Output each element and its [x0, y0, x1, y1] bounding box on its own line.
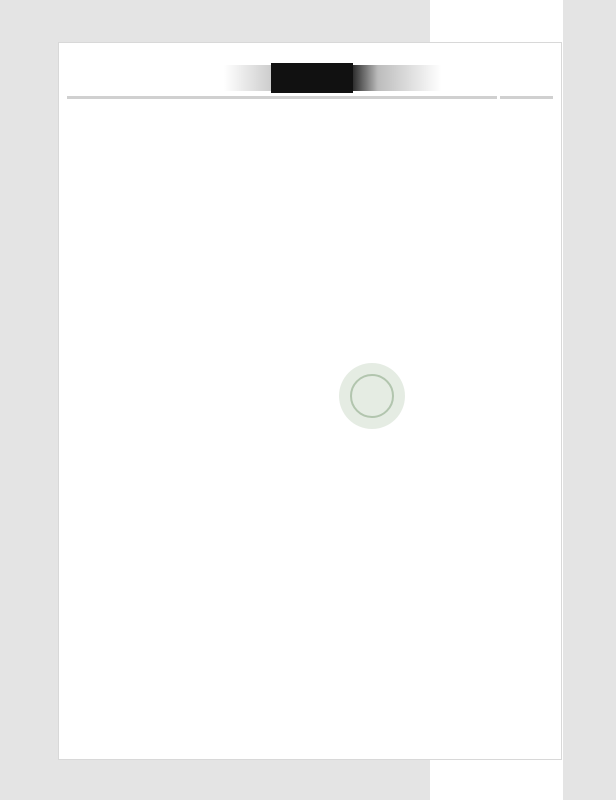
toc-header-subject	[67, 96, 497, 99]
toc-header-row	[67, 96, 553, 99]
toc-page	[58, 42, 562, 760]
dot-pattern-right	[563, 0, 616, 800]
title-fade-right	[351, 65, 441, 91]
toc-header-page	[500, 96, 553, 99]
watermark-logo	[339, 363, 405, 429]
toc-table	[67, 96, 553, 101]
title-banner	[59, 63, 561, 93]
page-title	[271, 63, 353, 93]
